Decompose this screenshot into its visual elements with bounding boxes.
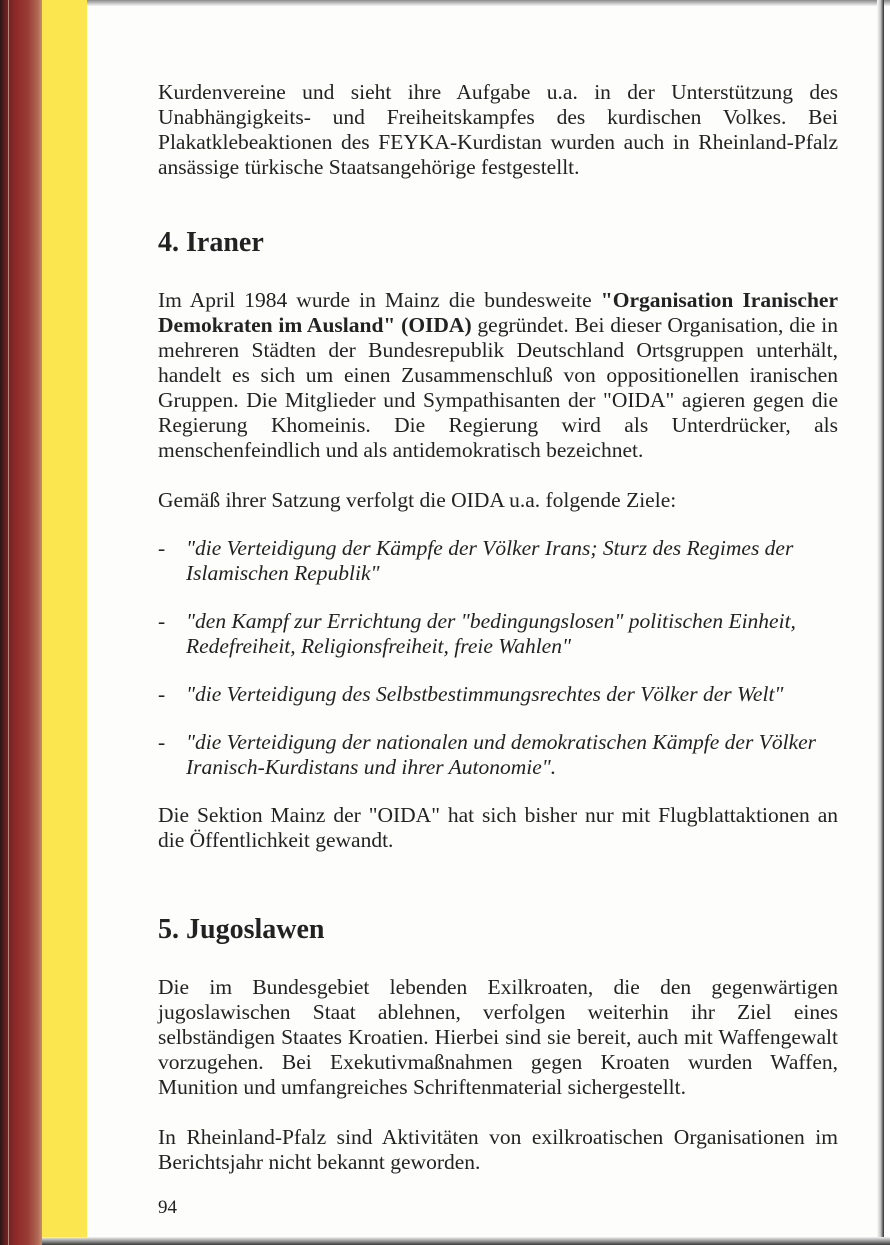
page-content [158, 80, 838, 1219]
oida-paragraph-lead: Im April 1984 wurde in Mainz die bundesweite [158, 288, 601, 312]
goal-dash-marker: - [158, 609, 166, 633]
section-heading-jugoslawen: 5. Jugoslawen [158, 914, 325, 945]
section-heading-iraner: 4. Iraner [158, 227, 264, 258]
page-top-edge [87, 0, 890, 6]
yellow-margin-strip [42, 0, 87, 1245]
goal-list-item [158, 730, 838, 780]
book-binding-edge [0, 0, 42, 1245]
oida-paragraph-rest: gegründet. Bei dieser Organisation, die in mehreren Städten der Bundesrepublik Deutschland Ortsgruppen unterhält, handelt es sich um einen Zusammenschluß von oppositionellen iranischen Gruppen. Die Mitglieder und Sympathisanten der "OIDA" agieren gegen die Regierung Khomeinis. Die Regierung wird als Unterdrücker, als menschenfeindlich und als antidemokratisch bezeichnet. [158, 313, 838, 462]
page-right-edge [877, 0, 884, 1245]
goal-text: "die Verteidigung des Selbstbestimmungsrechtes der Völker der Welt" [186, 682, 784, 706]
goal-text: "die Verteidigung der Kämpfe der Völker Irans; Sturz des Regimes der Islamischen Republik" [186, 536, 794, 585]
oida-paragraph [158, 288, 838, 463]
rheinland-pfalz-paragraph: In Rheinland-Pfalz sind Aktivitäten von exilkroatischen Organisationen im Berichtsjahr nicht bekannt geworden. [158, 1125, 838, 1174]
goal-text: "den Kampf zur Errichtung der "bedingungslosen" politischen Einheit, Redefreiheit, Religionsfreiheit, freie Wahlen" [186, 609, 796, 658]
goal-text: "die Verteidigung der nationalen und demokratischen Kämpfe der Völker Iranisch-Kurdistans und ihrer Autonomie". [186, 730, 817, 779]
goal-list-item [158, 536, 838, 586]
intro-paragraph: Kurdenvereine und sieht ihre Aufgabe u.a. in der Unterstützung des Unabhängigkeits- und Freiheitskampfes des kurdischen Volkes. Bei Plakatklebeaktionen des FEYKA-Kurdistan wurden auch in Rheinland-Pfalz ansässige türkische Staatsangehörige festgestellt. [158, 80, 838, 179]
goal-dash-marker: - [158, 536, 166, 560]
exilkroaten-paragraph: Die im Bundesgebiet lebenden Exilkroaten, die den gegenwärtigen jugoslawischen Staat ablehnen, verfolgen weiterhin ihr Ziel eines selbständigen Staates Kroatien. Hierbei sind sie bereit, auch mit Waffengewalt vorzugehen. Bei Exekutivmaßnahmen gegen Kroaten wurden Waffen, Munition und umfangreiches Schriftenmaterial sichergestellt. [158, 975, 838, 1099]
goal-list-item [158, 682, 838, 707]
satzung-paragraph: Gemäß ihrer Satzung verfolgt die OIDA u.a. folgende Ziele: [158, 488, 677, 512]
goal-list-item [158, 609, 838, 659]
goal-dash-marker: - [158, 682, 166, 706]
binding-highlight-line [8, 0, 9, 1245]
oida-organisation-name: "Organisation Iranischer Demokraten im Ausland" (OIDA) [158, 288, 838, 337]
page-number: 94 [158, 1197, 177, 1218]
oida-goals-list [158, 536, 838, 780]
goal-dash-marker: - [158, 730, 166, 754]
sektion-mainz-paragraph: Die Sektion Mainz der "OIDA" hat sich bisher nur mit Flugblattaktionen an die Öffentlichkeit gewandt. [158, 803, 838, 852]
page-bottom-edge [42, 1237, 890, 1245]
